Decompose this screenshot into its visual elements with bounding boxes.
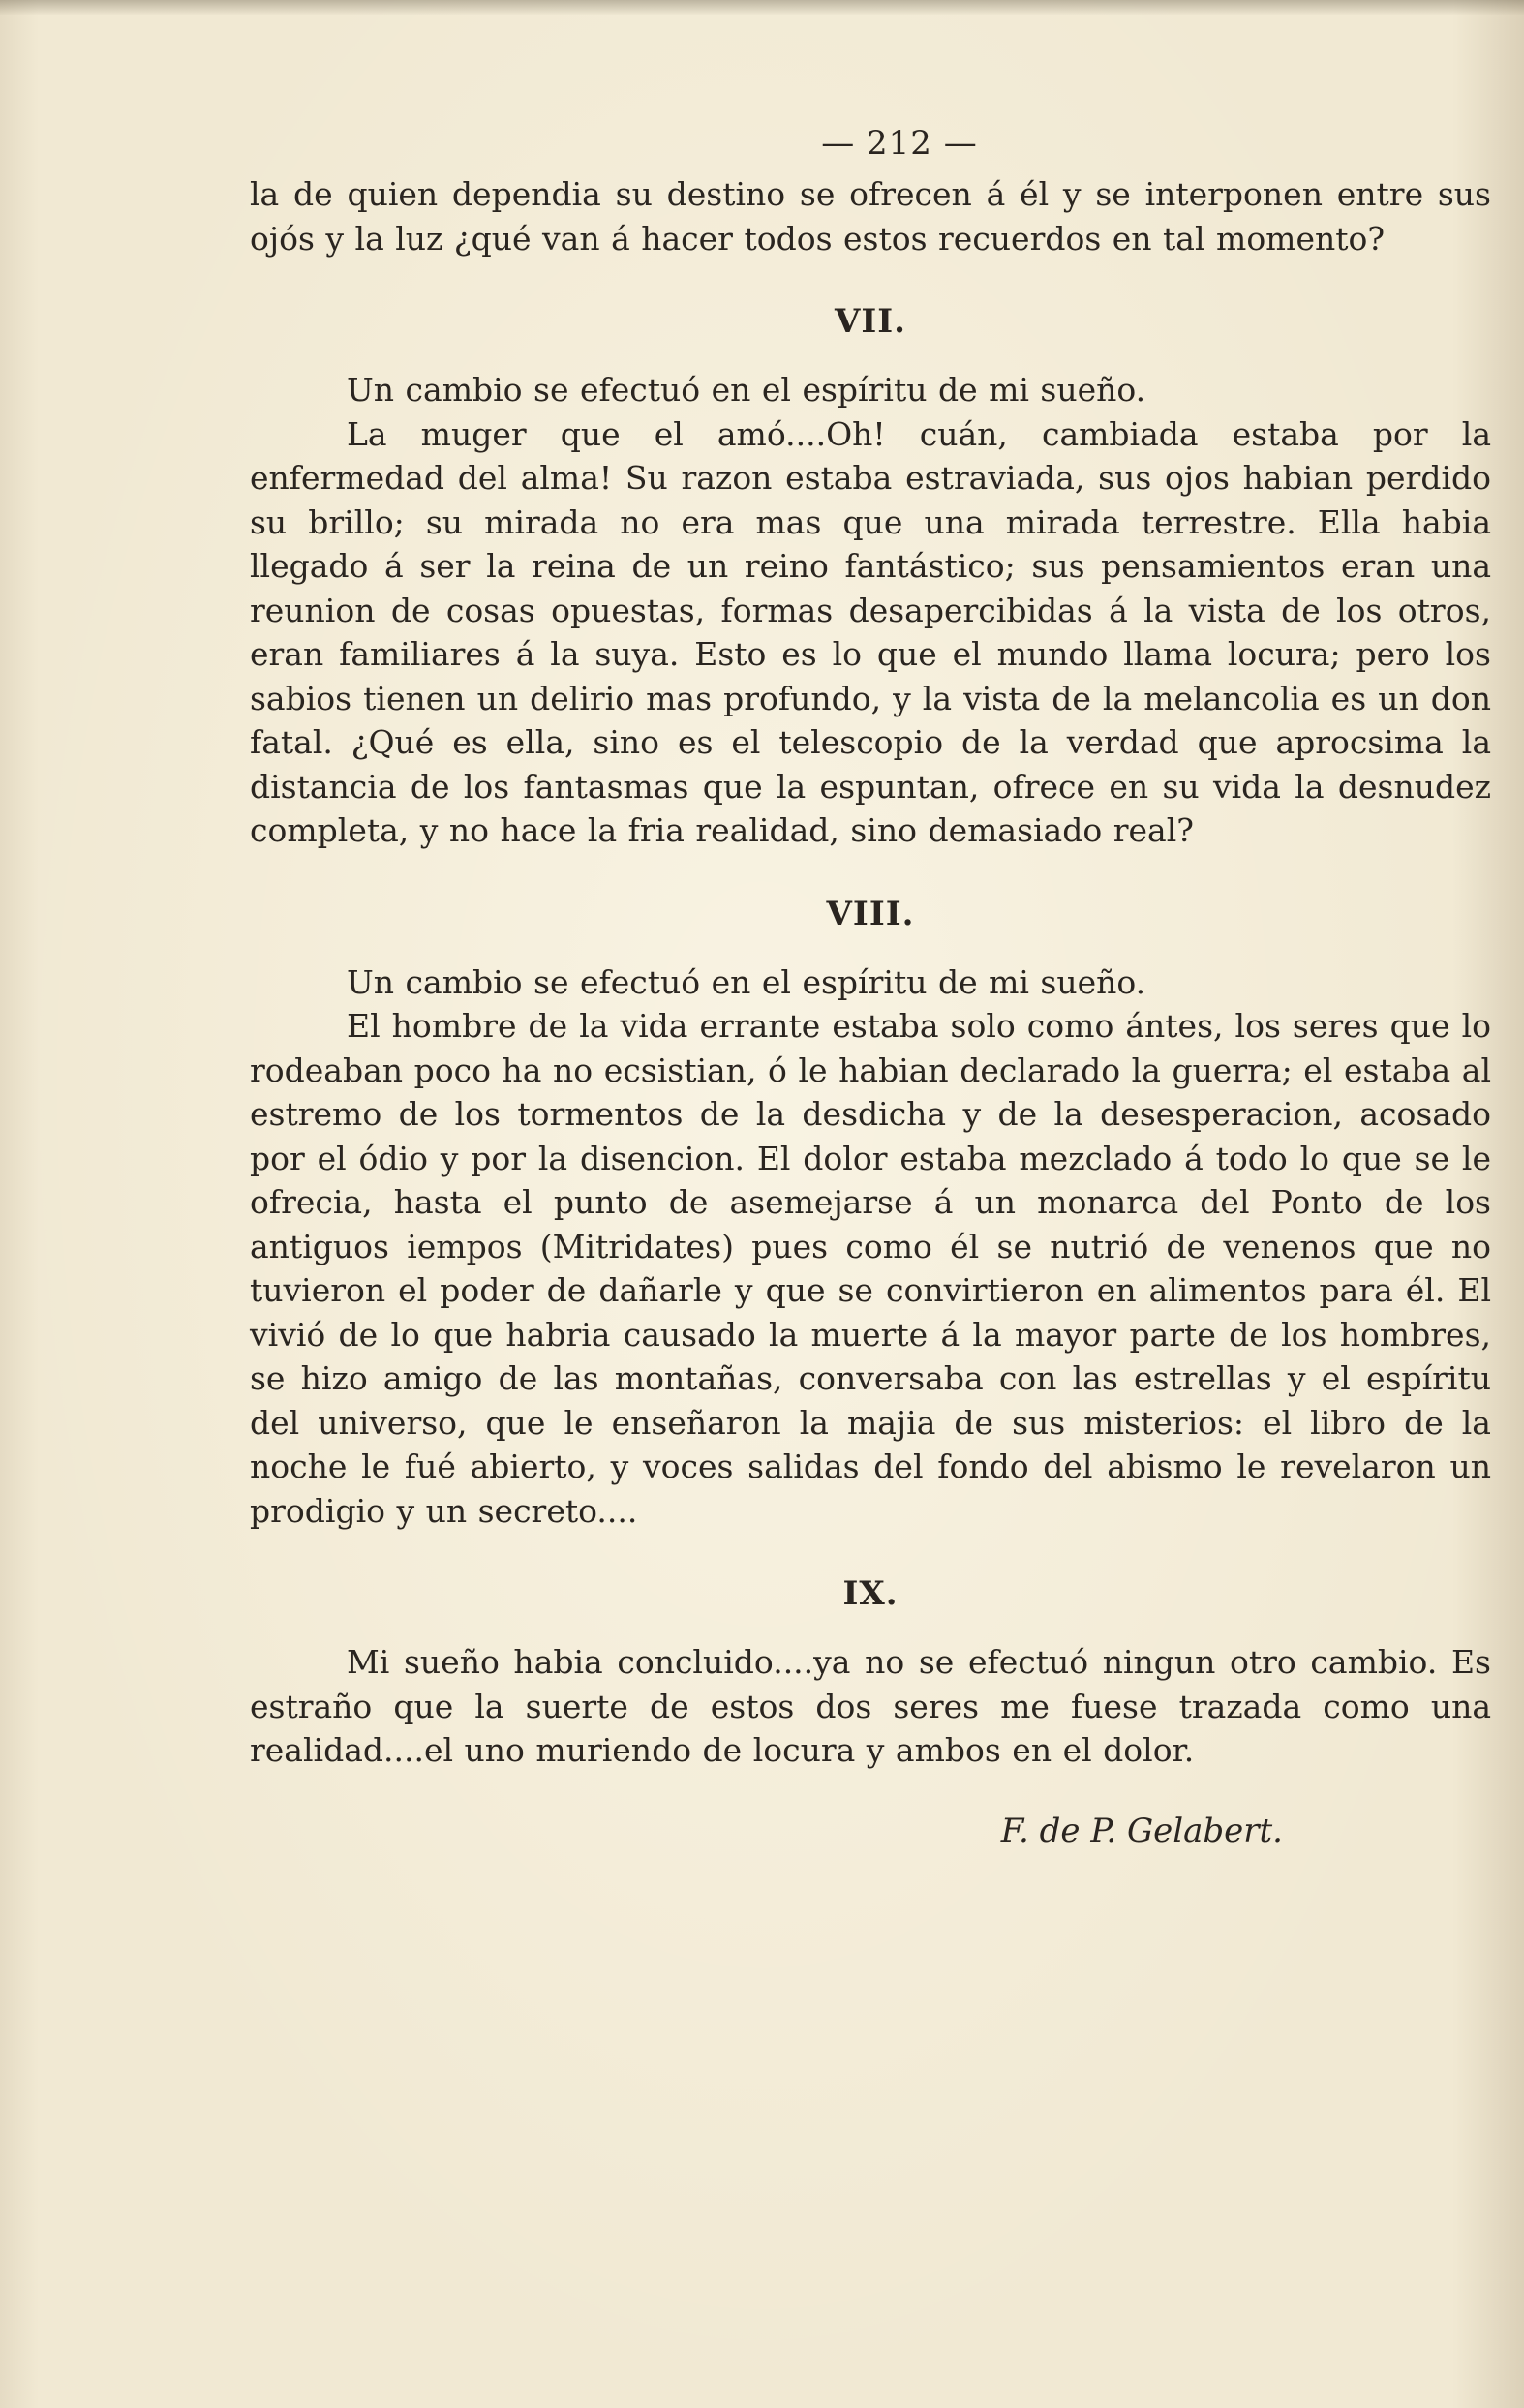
author-signature: F. de P. Gelabert. [1000,1811,1283,1850]
section-heading-viii: VIII. [826,894,915,933]
section-vii [250,292,1491,853]
section-viii-paragraph-1: Un cambio se efectuó en el espíritu de mi sueño. [347,962,1146,1001]
intro-paragraph: la de quien dependia su destino se ofrecen á él y se interponen entre sus ojós y la luz ¿qué van á hacer todos estos recuerdos en tal momento? [250,175,1491,258]
section-ix-paragraph-1: Mi sueño habia concluido....ya no se efectuó ningun otro cambio. Es estraño que la suerte de estos dos seres me fuese trazada como una realidad....el uno muriendo de locura y ambos en el dolor. [250,1643,1491,1769]
section-heading-ix: IX. [842,1574,899,1613]
section-heading-vii: VII. [834,302,907,341]
section-viii [250,885,1491,1534]
section-ix [250,1565,1491,1773]
section-vii-paragraph-2: La muger que el amó....Oh! cuán, cambiada estaba por la enfermedad del alma! Su razon estaba estraviada, sus ojos habian perdido su brillo; su mirada no era mas que una mirada terrestre. Ella habia llegado á ser la reina de un reino fantástico; sus pensamientos eran una reunion de cosas opuestas, formas desapercibidas á la vista de los otros, eran familiares á la suya. Esto es lo que el mundo llama locura; pero los sabios tienen un delirio mas profundo, y la vista de la melancolia es un don fatal. ¿Qué es ella, sino es el telescopio de la verdad que aprocsima la distancia de los fantasmas que la espuntan, ofrece en su vida la desnudez completa, y no hace la fria realidad, sino demasiado real? [250,414,1491,849]
text-column [250,114,1491,1860]
page-number: — 212 — [821,124,978,163]
section-viii-paragraph-2: El hombre de la vida errante estaba solo como ántes, los seres que lo rodeaban poco ha no ecsistian, ó le habian declarado la guerra; el estaba al estremo de los tormentos de la desdicha y de la desesperacion, acosado por el ódio y por la disencion. El dolor estaba mezclado á todo lo que se le ofrecia, hasta el punto de asemejarse á un monarca del Ponto de los antiguos iempos (Mitridates) pues como él se nutrió de venenos que no tuvieron el poder de dañarle y que se convirtieron en alimentos para él. El vivió de lo que habria causado la muerte á la mayor parte de los hombres, se hizo amigo de las montañas, conversaba con las estrellas y el espíritu del universo, que le enseñaron la majia de sus misterios: el libro de la noche le fué abierto, y voces salidas del fondo del abismo le revelaron un prodigio y un secreto.... [250,1007,1491,1530]
section-vii-paragraph-1: Un cambio se efectuó en el espíritu de mi sueño. [347,371,1146,409]
page-top-edge-shadow [0,0,1524,15]
